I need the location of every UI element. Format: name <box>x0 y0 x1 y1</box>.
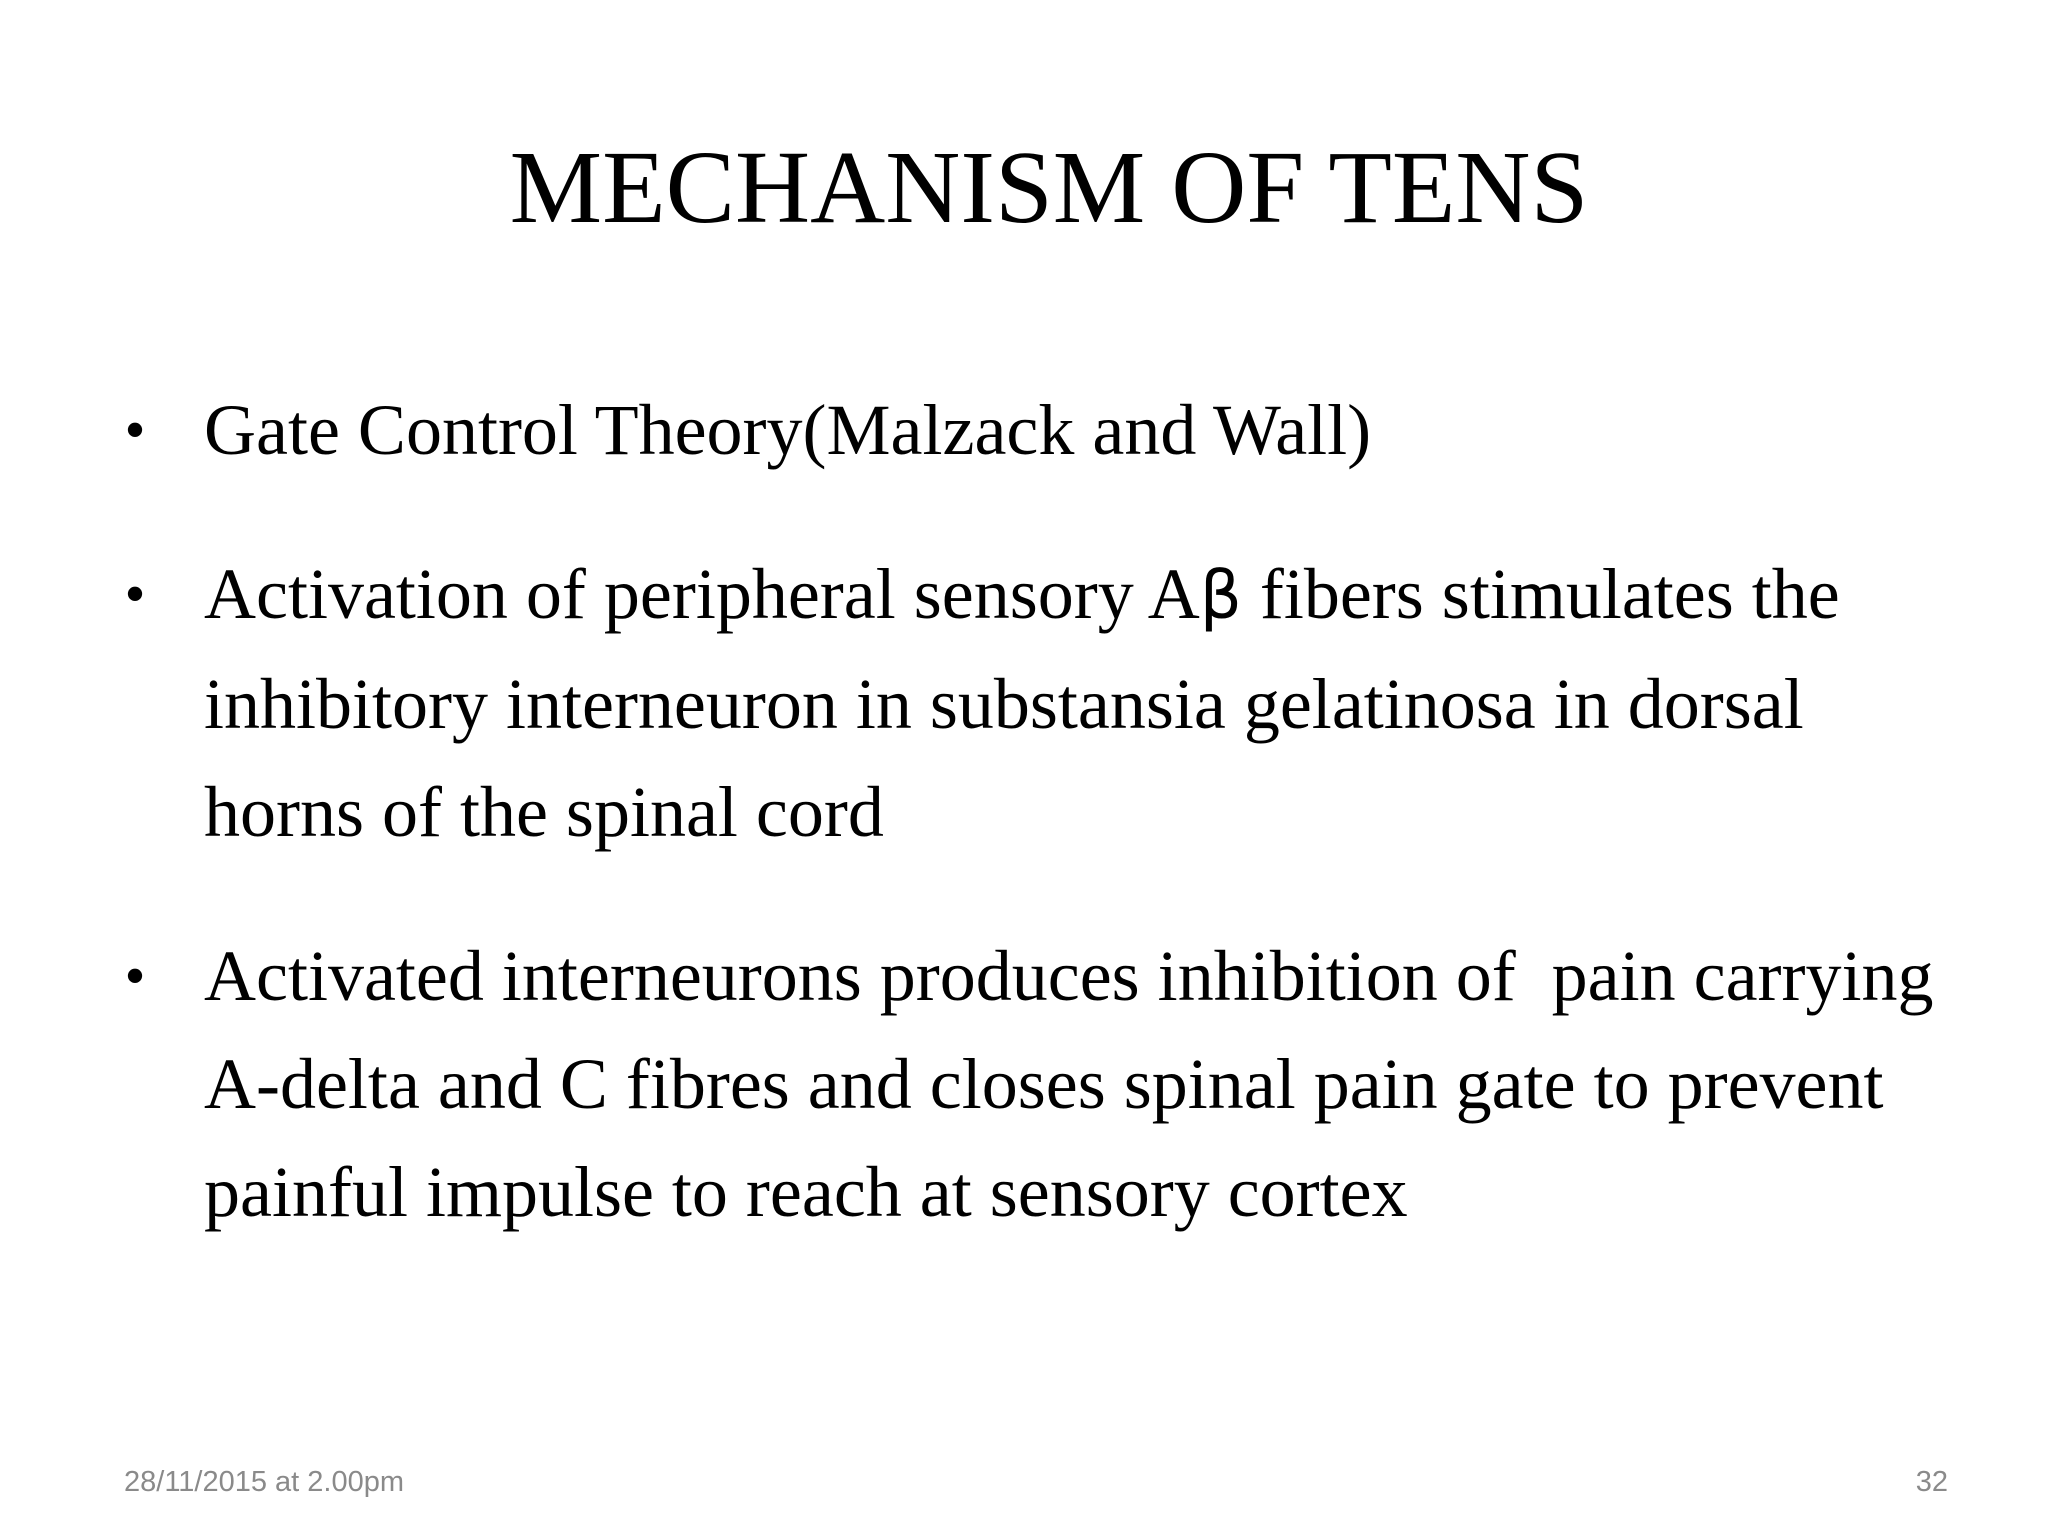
bullet-item-activation <box>120 540 1980 866</box>
footer-date: 28/11/2015 at 2.00pm <box>124 1466 405 1498</box>
bullet-text-before-symbol: Activation of peripheral sensory A <box>204 554 1200 634</box>
bullet-list <box>120 376 1980 1246</box>
beta-symbol: β <box>1199 557 1242 634</box>
bullet-text: Activated interneurons produces inhibition of pain carrying A-delta and C fibres and closes spinal pain gate to prevent painful impulse to reach at sensory cortex <box>204 936 1948 1232</box>
bullet-item-activated-interneurons <box>120 922 1980 1246</box>
footer-page-number: 32 <box>1915 1466 1948 1498</box>
bullet-text: Gate Control Theory(Malzack and Wall) <box>204 390 1372 470</box>
bullet-text-after-symbol: fibers stimulates the inhibitory interneuron in substansia gelatinosa in dorsal horns of the spinal cord <box>204 554 1840 852</box>
slide-title: MECHANISM OF TENS <box>509 130 1589 245</box>
bullet-item-gate-control-theory <box>120 376 1980 484</box>
bullet-marker: • <box>124 561 146 627</box>
bullet-marker: • <box>124 397 146 463</box>
bullet-marker: • <box>124 943 146 1009</box>
